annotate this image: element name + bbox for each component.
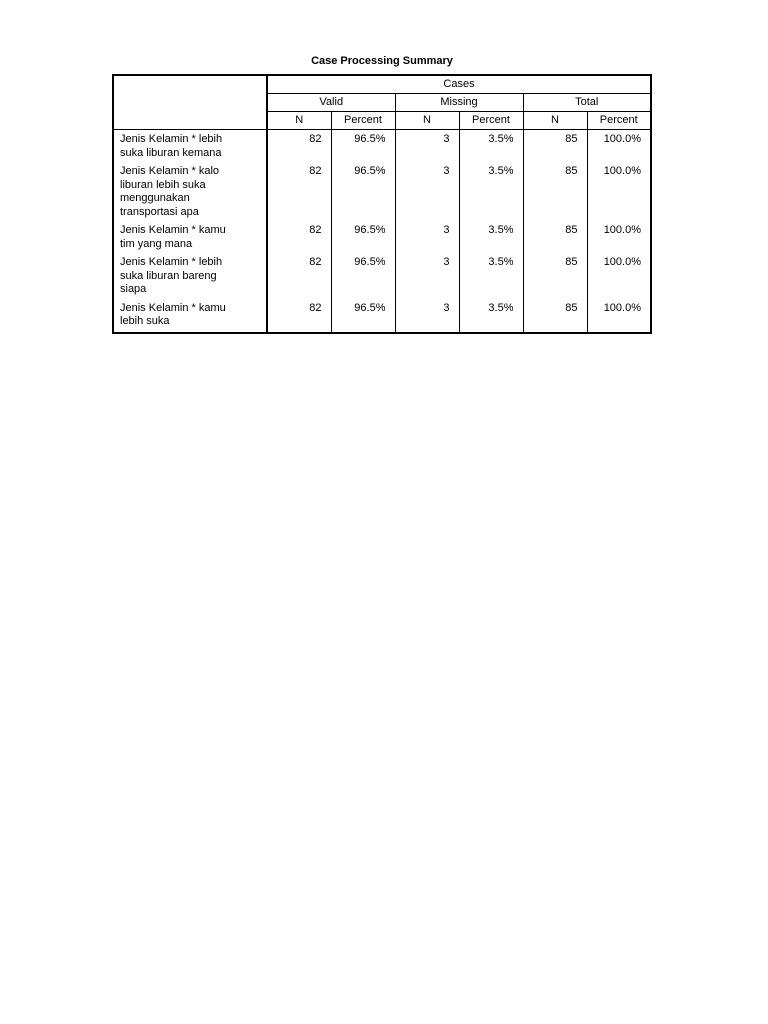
row-label-line: transportasi apa xyxy=(120,205,199,218)
cell-valid-pct: 96.5% xyxy=(331,163,395,222)
cell-valid-n: 82 xyxy=(309,133,322,145)
row-label-line: liburan lebih suka xyxy=(120,178,206,191)
cell-valid-n: 82 xyxy=(309,301,322,314)
cell-total-pct: 100.0% xyxy=(587,222,651,254)
cases-header: Cases xyxy=(267,75,651,94)
row-label-line: suka liburan bareng xyxy=(120,269,217,282)
cell-total-n: 85 xyxy=(523,222,587,254)
cell-valid-pct: 96.5% xyxy=(331,300,395,333)
cell-missing-n: 3 xyxy=(395,254,459,300)
table-title: Case Processing Summary xyxy=(311,55,453,67)
cell-missing-n: 3 xyxy=(395,300,459,333)
row-label xyxy=(113,254,267,300)
table-row xyxy=(113,254,651,300)
table-row xyxy=(113,163,651,222)
cell-valid-pct: 96.5% xyxy=(331,130,395,164)
row-label-line: lebih suka xyxy=(120,315,170,327)
row-label xyxy=(113,163,267,222)
subcol-header-missing-percent: Percent xyxy=(459,112,523,130)
cell-total-n: 85 xyxy=(523,254,587,300)
row-label xyxy=(113,130,267,164)
cell-missing-n: 3 xyxy=(395,163,459,222)
cell-total-n: 85 xyxy=(523,163,587,222)
cell-total-n: 85 xyxy=(523,130,587,164)
table-body xyxy=(113,130,651,333)
row-label-line: Jenis Kelamin * kamu xyxy=(120,224,226,236)
cell-valid-pct: 96.5% xyxy=(331,222,395,254)
subcol-header-total-n: N xyxy=(523,112,587,130)
cell-valid-n: 82 xyxy=(309,165,322,177)
cell-total-pct: 100.0% xyxy=(587,163,651,222)
subcol-header-missing-n: N xyxy=(395,112,459,130)
subcol-header-total-percent: Percent xyxy=(587,112,651,130)
row-label-line: siapa xyxy=(120,283,147,295)
case-processing-summary-table xyxy=(112,74,652,334)
cell-valid-n: 82 xyxy=(309,256,322,268)
row-label-line: Jenis Kelamin * lebih xyxy=(120,256,223,268)
row-label-line: Jenis Kelamin * kalo xyxy=(120,165,220,177)
cell-missing-pct: 3.5% xyxy=(459,222,523,254)
cell-missing-n: 3 xyxy=(395,222,459,254)
table-row xyxy=(113,222,651,254)
row-label-line: suka liburan kemana xyxy=(120,146,222,159)
cell-total-n: 85 xyxy=(523,300,587,333)
row-label xyxy=(113,300,267,333)
cell-total-pct: 100.0% xyxy=(587,254,651,300)
group-header-missing: Missing xyxy=(395,94,523,112)
group-header-valid: Valid xyxy=(267,94,395,112)
cell-missing-n: 3 xyxy=(395,130,459,164)
cell-valid-n: 82 xyxy=(309,224,322,236)
row-label xyxy=(113,222,267,254)
cell-missing-pct: 3.5% xyxy=(459,130,523,164)
cell-missing-pct: 3.5% xyxy=(459,163,523,222)
subcol-header-valid-n: N xyxy=(267,112,331,130)
cell-total-pct: 100.0% xyxy=(587,130,651,164)
cell-valid-pct: 96.5% xyxy=(331,254,395,300)
subcol-header-valid-percent: Percent xyxy=(331,112,395,130)
cell-missing-pct: 3.5% xyxy=(459,300,523,333)
table-row xyxy=(113,130,651,164)
stub-header-cell xyxy=(113,75,267,130)
cell-missing-pct: 3.5% xyxy=(459,254,523,300)
row-label-line: tim yang mana xyxy=(120,237,193,250)
row-label-line: menggunakan xyxy=(120,192,190,204)
row-label-line: Jenis Kelamin * lebih xyxy=(120,133,223,145)
group-header-total: Total xyxy=(523,94,651,112)
table-row xyxy=(113,300,651,333)
cell-total-pct: 100.0% xyxy=(587,300,651,333)
row-label-line: Jenis Kelamin * kamu xyxy=(120,301,226,314)
